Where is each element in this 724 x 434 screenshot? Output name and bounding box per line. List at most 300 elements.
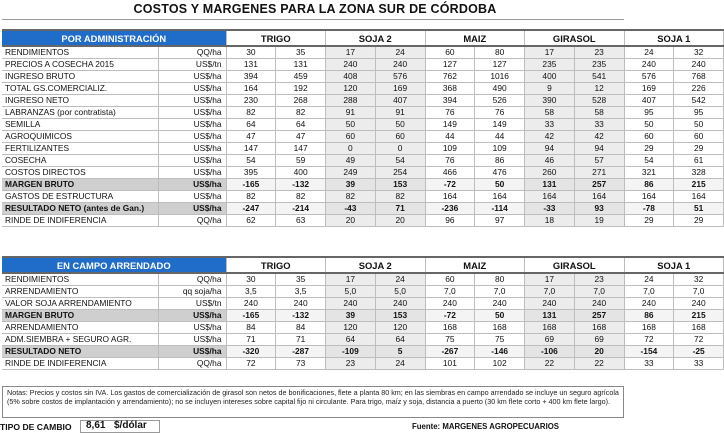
value-cell: 24: [624, 46, 674, 59]
value-cell: 33: [624, 358, 674, 370]
value-cell: 61: [674, 155, 724, 167]
value-cell: 82: [375, 191, 425, 203]
value-cell: -132: [276, 310, 326, 322]
value-cell: -78: [624, 203, 674, 215]
value-cell: 164: [674, 191, 724, 203]
value-cell: 102: [475, 358, 525, 370]
value-cell: 69: [525, 334, 575, 346]
value-cell: -146: [475, 346, 525, 358]
value-cell: 168: [624, 322, 674, 334]
crop-header-trigo: TRIGO: [226, 257, 326, 273]
value-cell: 23: [574, 273, 624, 286]
value-cell: 17: [525, 46, 575, 59]
value-cell: 33: [574, 119, 624, 131]
value-cell: -33: [525, 203, 575, 215]
value-cell: 24: [624, 273, 674, 286]
table-row: [2, 155, 724, 167]
table-row: [2, 346, 724, 358]
value-cell: 22: [574, 358, 624, 370]
value-cell: 64: [276, 119, 326, 131]
value-cell: 153: [375, 310, 425, 322]
value-cell: 19: [574, 215, 624, 227]
value-cell: -132: [276, 179, 326, 191]
value-cell: 169: [375, 83, 425, 95]
row-unit: US$/ha: [158, 107, 226, 119]
value-cell: 127: [475, 59, 525, 71]
row-unit: US$/ha: [158, 179, 226, 191]
value-cell: 60: [624, 131, 674, 143]
value-cell: 153: [375, 179, 425, 191]
table-header-row: [2, 257, 724, 273]
value-cell: 131: [226, 59, 276, 71]
value-cell: 60: [425, 46, 475, 59]
table-row: [2, 322, 724, 334]
value-cell: 164: [525, 191, 575, 203]
value-cell: 260: [525, 167, 575, 179]
table-row: [2, 59, 724, 71]
value-cell: -109: [326, 346, 376, 358]
row-unit: US$/ha: [158, 334, 226, 346]
crop-header-soja2: SOJA 2: [326, 30, 426, 46]
exchange-rate-label: TIPO DE CAMBIO: [0, 422, 72, 432]
value-cell: 7,0: [475, 286, 525, 298]
table-arrendado: [2, 256, 724, 370]
value-cell: 271: [574, 167, 624, 179]
value-cell: 60: [425, 273, 475, 286]
value-cell: 86: [624, 179, 674, 191]
value-cell: 240: [525, 298, 575, 310]
table-row: [2, 215, 724, 227]
table-header-row: [2, 30, 724, 46]
value-cell: 82: [276, 191, 326, 203]
value-cell: 168: [475, 322, 525, 334]
value-cell: 58: [525, 107, 575, 119]
value-cell: 164: [425, 191, 475, 203]
row-unit: US$/ha: [158, 155, 226, 167]
row-label: MARGEN BRUTO: [2, 179, 158, 191]
value-cell: 23: [574, 46, 624, 59]
value-cell: -72: [425, 179, 475, 191]
value-cell: 44: [475, 131, 525, 143]
value-cell: 7,0: [624, 286, 674, 298]
value-cell: 47: [226, 131, 276, 143]
value-cell: -236: [425, 203, 475, 215]
table-row: [2, 119, 724, 131]
value-cell: 394: [226, 71, 276, 83]
value-cell: 20: [375, 215, 425, 227]
value-cell: 49: [326, 155, 376, 167]
exchange-rate-value: 8,61: [86, 420, 106, 431]
value-cell: 257: [574, 179, 624, 191]
row-label: INGRESO NETO: [2, 95, 158, 107]
section-header-administracion: POR ADMINISTRACIÓN: [2, 30, 226, 46]
value-cell: 95: [674, 107, 724, 119]
value-cell: 60: [674, 131, 724, 143]
value-cell: 240: [574, 298, 624, 310]
row-unit: US$/ha: [158, 310, 226, 322]
value-cell: 7,0: [574, 286, 624, 298]
row-unit: QQ/ha: [158, 273, 226, 286]
notes-box: Notas: Precios y costos sin IVA. Los gastos de comercialización de girasol son netos de bonificaciones, flete a planta 80 km; en las siembras en campo arrendado se incluye un seguro agrícola (5% sobre costos de implantación y arrendamiento); no se incluyen intereses sobre capital fijo ni circulante. Para trigo, maíz y soja, distancia a puerto (30 km flete corto + 400 km flete largo).: [2, 386, 624, 418]
value-cell: -267: [425, 346, 475, 358]
value-cell: 215: [674, 179, 724, 191]
section-header-arrendado: EN CAMPO ARRENDADO: [2, 257, 226, 273]
value-cell: 71: [226, 334, 276, 346]
value-cell: 35: [276, 273, 326, 286]
value-cell: 50: [624, 119, 674, 131]
value-cell: -165: [226, 310, 276, 322]
table-row: [2, 358, 724, 370]
value-cell: 63: [276, 215, 326, 227]
table-row: [2, 131, 724, 143]
value-cell: 64: [326, 334, 376, 346]
value-cell: 120: [326, 83, 376, 95]
value-cell: 24: [375, 358, 425, 370]
value-cell: 5: [375, 346, 425, 358]
value-cell: 7,0: [525, 286, 575, 298]
row-label: AGROQUIMICOS: [2, 131, 158, 143]
table-row: [2, 203, 724, 215]
value-cell: 240: [276, 298, 326, 310]
row-unit: US$/ha: [158, 95, 226, 107]
value-cell: 127: [425, 59, 475, 71]
row-unit: US$/ha: [158, 131, 226, 143]
value-cell: -165: [226, 179, 276, 191]
value-cell: 288: [326, 95, 376, 107]
value-cell: 762: [425, 71, 475, 83]
value-cell: 235: [574, 59, 624, 71]
row-label: RESULTADO NETO: [2, 346, 158, 358]
value-cell: 60: [375, 131, 425, 143]
table-administracion: [2, 29, 724, 227]
value-cell: 240: [624, 298, 674, 310]
value-cell: 394: [425, 95, 475, 107]
value-cell: 164: [475, 191, 525, 203]
row-label: MARGEN BRUTO: [2, 310, 158, 322]
value-cell: 390: [525, 95, 575, 107]
value-cell: 75: [425, 334, 475, 346]
value-cell: 240: [674, 298, 724, 310]
value-cell: 7,0: [425, 286, 475, 298]
table-row: [2, 286, 724, 298]
value-cell: 368: [425, 83, 475, 95]
value-cell: 20: [326, 215, 376, 227]
value-cell: 84: [226, 322, 276, 334]
value-cell: 240: [326, 59, 376, 71]
row-unit: US$/ha: [158, 119, 226, 131]
value-cell: 95: [624, 107, 674, 119]
value-cell: -43: [326, 203, 376, 215]
table-row: [2, 298, 724, 310]
value-cell: 12: [574, 83, 624, 95]
value-cell: 169: [624, 83, 674, 95]
value-cell: 240: [375, 59, 425, 71]
value-cell: 71: [276, 334, 326, 346]
value-cell: 59: [276, 155, 326, 167]
value-cell: 17: [326, 46, 376, 59]
value-cell: 168: [574, 322, 624, 334]
value-cell: 97: [475, 215, 525, 227]
row-label: ADM.SIEMBRA + SEGURO AGR.: [2, 334, 158, 346]
value-cell: 73: [276, 358, 326, 370]
row-label: RINDE DE INDIFERENCIA: [2, 215, 158, 227]
value-cell: 50: [674, 119, 724, 131]
value-cell: 9: [525, 83, 575, 95]
value-cell: 29: [674, 143, 724, 155]
value-cell: 76: [475, 107, 525, 119]
value-cell: 240: [674, 59, 724, 71]
row-label: RINDE DE INDIFERENCIA: [2, 358, 158, 370]
value-cell: 168: [674, 322, 724, 334]
table-row: [2, 107, 724, 119]
table-row: [2, 95, 724, 107]
value-cell: 29: [624, 143, 674, 155]
value-cell: 407: [375, 95, 425, 107]
value-cell: 149: [425, 119, 475, 131]
table-row: [2, 83, 724, 95]
value-cell: 62: [226, 215, 276, 227]
value-cell: 3,5: [226, 286, 276, 298]
row-unit: US$/tn: [158, 59, 226, 71]
value-cell: 400: [525, 71, 575, 83]
value-cell: 71: [375, 203, 425, 215]
value-cell: -320: [226, 346, 276, 358]
value-cell: -114: [475, 203, 525, 215]
value-cell: -72: [425, 310, 475, 322]
row-unit: US$/ha: [158, 143, 226, 155]
value-cell: 490: [475, 83, 525, 95]
value-cell: 32: [674, 273, 724, 286]
row-label: COSECHA: [2, 155, 158, 167]
value-cell: 109: [425, 143, 475, 155]
row-label: GASTOS DE ESTRUCTURA: [2, 191, 158, 203]
value-cell: 120: [375, 322, 425, 334]
crop-header-maiz: MAIZ: [425, 30, 525, 46]
crop-header-trigo: TRIGO: [226, 30, 326, 46]
row-label: FERTILIZANTES: [2, 143, 158, 155]
row-unit: qq soja/ha: [158, 286, 226, 298]
value-cell: -106: [525, 346, 575, 358]
value-cell: 23: [326, 358, 376, 370]
value-cell: 54: [375, 155, 425, 167]
value-cell: 240: [326, 298, 376, 310]
value-cell: -287: [276, 346, 326, 358]
row-label: ARRENDAMIENTO: [2, 322, 158, 334]
value-cell: 84: [276, 322, 326, 334]
value-cell: 526: [475, 95, 525, 107]
value-cell: 47: [276, 131, 326, 143]
value-cell: 80: [475, 46, 525, 59]
crop-header-soja1: SOJA 1: [624, 257, 724, 273]
value-cell: -154: [624, 346, 674, 358]
value-cell: 91: [326, 107, 376, 119]
value-cell: 86: [624, 310, 674, 322]
row-unit: US$/ha: [158, 71, 226, 83]
row-label: TOTAL GS.COMERCIALIZ.: [2, 83, 158, 95]
value-cell: 42: [574, 131, 624, 143]
value-cell: 164: [226, 83, 276, 95]
value-cell: 268: [276, 95, 326, 107]
value-cell: 50: [326, 119, 376, 131]
crop-header-maiz: MAIZ: [425, 257, 525, 273]
value-cell: 395: [226, 167, 276, 179]
row-unit: US$/ha: [158, 203, 226, 215]
footer: [0, 420, 630, 434]
row-label: INGRESO BRUTO: [2, 71, 158, 83]
value-cell: 32: [674, 46, 724, 59]
value-cell: 58: [574, 107, 624, 119]
value-cell: 240: [375, 298, 425, 310]
value-cell: 82: [276, 107, 326, 119]
value-cell: -247: [226, 203, 276, 215]
value-cell: 22: [525, 358, 575, 370]
value-cell: 33: [525, 119, 575, 131]
value-cell: 249: [326, 167, 376, 179]
row-label: VALOR SOJA ARRENDAMIENTO: [2, 298, 158, 310]
value-cell: 39: [326, 310, 376, 322]
value-cell: 7,0: [674, 286, 724, 298]
value-cell: 120: [326, 322, 376, 334]
value-cell: 82: [226, 107, 276, 119]
value-cell: 466: [425, 167, 475, 179]
value-cell: 459: [276, 71, 326, 83]
value-cell: 168: [525, 322, 575, 334]
value-cell: 5,0: [375, 286, 425, 298]
value-cell: 226: [674, 83, 724, 95]
value-cell: 576: [624, 71, 674, 83]
value-cell: 50: [375, 119, 425, 131]
value-cell: 147: [226, 143, 276, 155]
value-cell: 96: [425, 215, 475, 227]
value-cell: 328: [674, 167, 724, 179]
crop-header-girasol: GIRASOL: [525, 257, 625, 273]
row-unit: US$/ha: [158, 167, 226, 179]
value-cell: 24: [375, 273, 425, 286]
row-unit: US$/tn: [158, 298, 226, 310]
row-label: RENDIMIENTOS: [2, 46, 158, 59]
value-cell: -25: [674, 346, 724, 358]
value-cell: 1016: [475, 71, 525, 83]
value-cell: 76: [425, 107, 475, 119]
value-cell: 17: [525, 273, 575, 286]
value-cell: 101: [425, 358, 475, 370]
value-cell: 50: [475, 179, 525, 191]
value-cell: 72: [624, 334, 674, 346]
value-cell: 60: [326, 131, 376, 143]
value-cell: 168: [425, 322, 475, 334]
value-cell: 35: [276, 46, 326, 59]
value-cell: 29: [674, 215, 724, 227]
value-cell: 400: [276, 167, 326, 179]
value-cell: 18: [525, 215, 575, 227]
exchange-rate-unit: $/dólar: [114, 420, 147, 431]
value-cell: 76: [425, 155, 475, 167]
row-unit: US$/ha: [158, 191, 226, 203]
row-label: PRECIOS A COSECHA 2015: [2, 59, 158, 71]
table-row: [2, 143, 724, 155]
value-cell: 476: [475, 167, 525, 179]
value-cell: 69: [574, 334, 624, 346]
row-unit: US$/ha: [158, 322, 226, 334]
value-cell: 131: [276, 59, 326, 71]
value-cell: 75: [475, 334, 525, 346]
value-cell: 64: [226, 119, 276, 131]
title-divider: [2, 19, 624, 20]
value-cell: 24: [375, 46, 425, 59]
value-cell: 109: [475, 143, 525, 155]
value-cell: 321: [624, 167, 674, 179]
row-unit: QQ/ha: [158, 46, 226, 59]
value-cell: 257: [574, 310, 624, 322]
value-cell: 149: [475, 119, 525, 131]
value-cell: 93: [574, 203, 624, 215]
table-row: [2, 191, 724, 203]
crop-header-soja1: SOJA 1: [624, 30, 724, 46]
value-cell: 51: [674, 203, 724, 215]
value-cell: 131: [525, 179, 575, 191]
value-cell: 3,5: [276, 286, 326, 298]
value-cell: 131: [525, 310, 575, 322]
value-cell: 20: [574, 346, 624, 358]
row-label: LABRANZAS (por contratista): [2, 107, 158, 119]
value-cell: 528: [574, 95, 624, 107]
value-cell: 576: [375, 71, 425, 83]
source-credit: Fuente: MARGENES AGROPECUARIOS: [412, 422, 559, 431]
value-cell: 240: [624, 59, 674, 71]
value-cell: 0: [326, 143, 376, 155]
table-row: [2, 71, 724, 83]
value-cell: 46: [525, 155, 575, 167]
value-cell: 147: [276, 143, 326, 155]
value-cell: 235: [525, 59, 575, 71]
value-cell: 54: [226, 155, 276, 167]
value-cell: 407: [624, 95, 674, 107]
value-cell: 240: [475, 298, 525, 310]
table-row: [2, 334, 724, 346]
value-cell: 408: [326, 71, 376, 83]
value-cell: 39: [326, 179, 376, 191]
value-cell: 82: [226, 191, 276, 203]
value-cell: 541: [574, 71, 624, 83]
value-cell: 254: [375, 167, 425, 179]
table-row: [2, 273, 724, 286]
value-cell: -214: [276, 203, 326, 215]
value-cell: 72: [674, 334, 724, 346]
value-cell: 542: [674, 95, 724, 107]
row-label: RENDIMIENTOS: [2, 273, 158, 286]
value-cell: 86: [475, 155, 525, 167]
row-unit: QQ/ha: [158, 358, 226, 370]
value-cell: 82: [326, 191, 376, 203]
value-cell: 44: [425, 131, 475, 143]
crop-header-soja2: SOJA 2: [326, 257, 426, 273]
value-cell: 164: [574, 191, 624, 203]
value-cell: 64: [375, 334, 425, 346]
value-cell: 240: [226, 298, 276, 310]
table-row: [2, 46, 724, 59]
value-cell: 33: [674, 358, 724, 370]
table-row: [2, 179, 724, 191]
value-cell: 192: [276, 83, 326, 95]
value-cell: 5,0: [326, 286, 376, 298]
value-cell: 94: [574, 143, 624, 155]
value-cell: 42: [525, 131, 575, 143]
value-cell: 54: [624, 155, 674, 167]
page-title: COSTOS Y MARGENES PARA LA ZONA SUR DE CÓRDOBA: [133, 2, 497, 16]
value-cell: 91: [375, 107, 425, 119]
value-cell: 30: [226, 273, 276, 286]
value-cell: 768: [674, 71, 724, 83]
